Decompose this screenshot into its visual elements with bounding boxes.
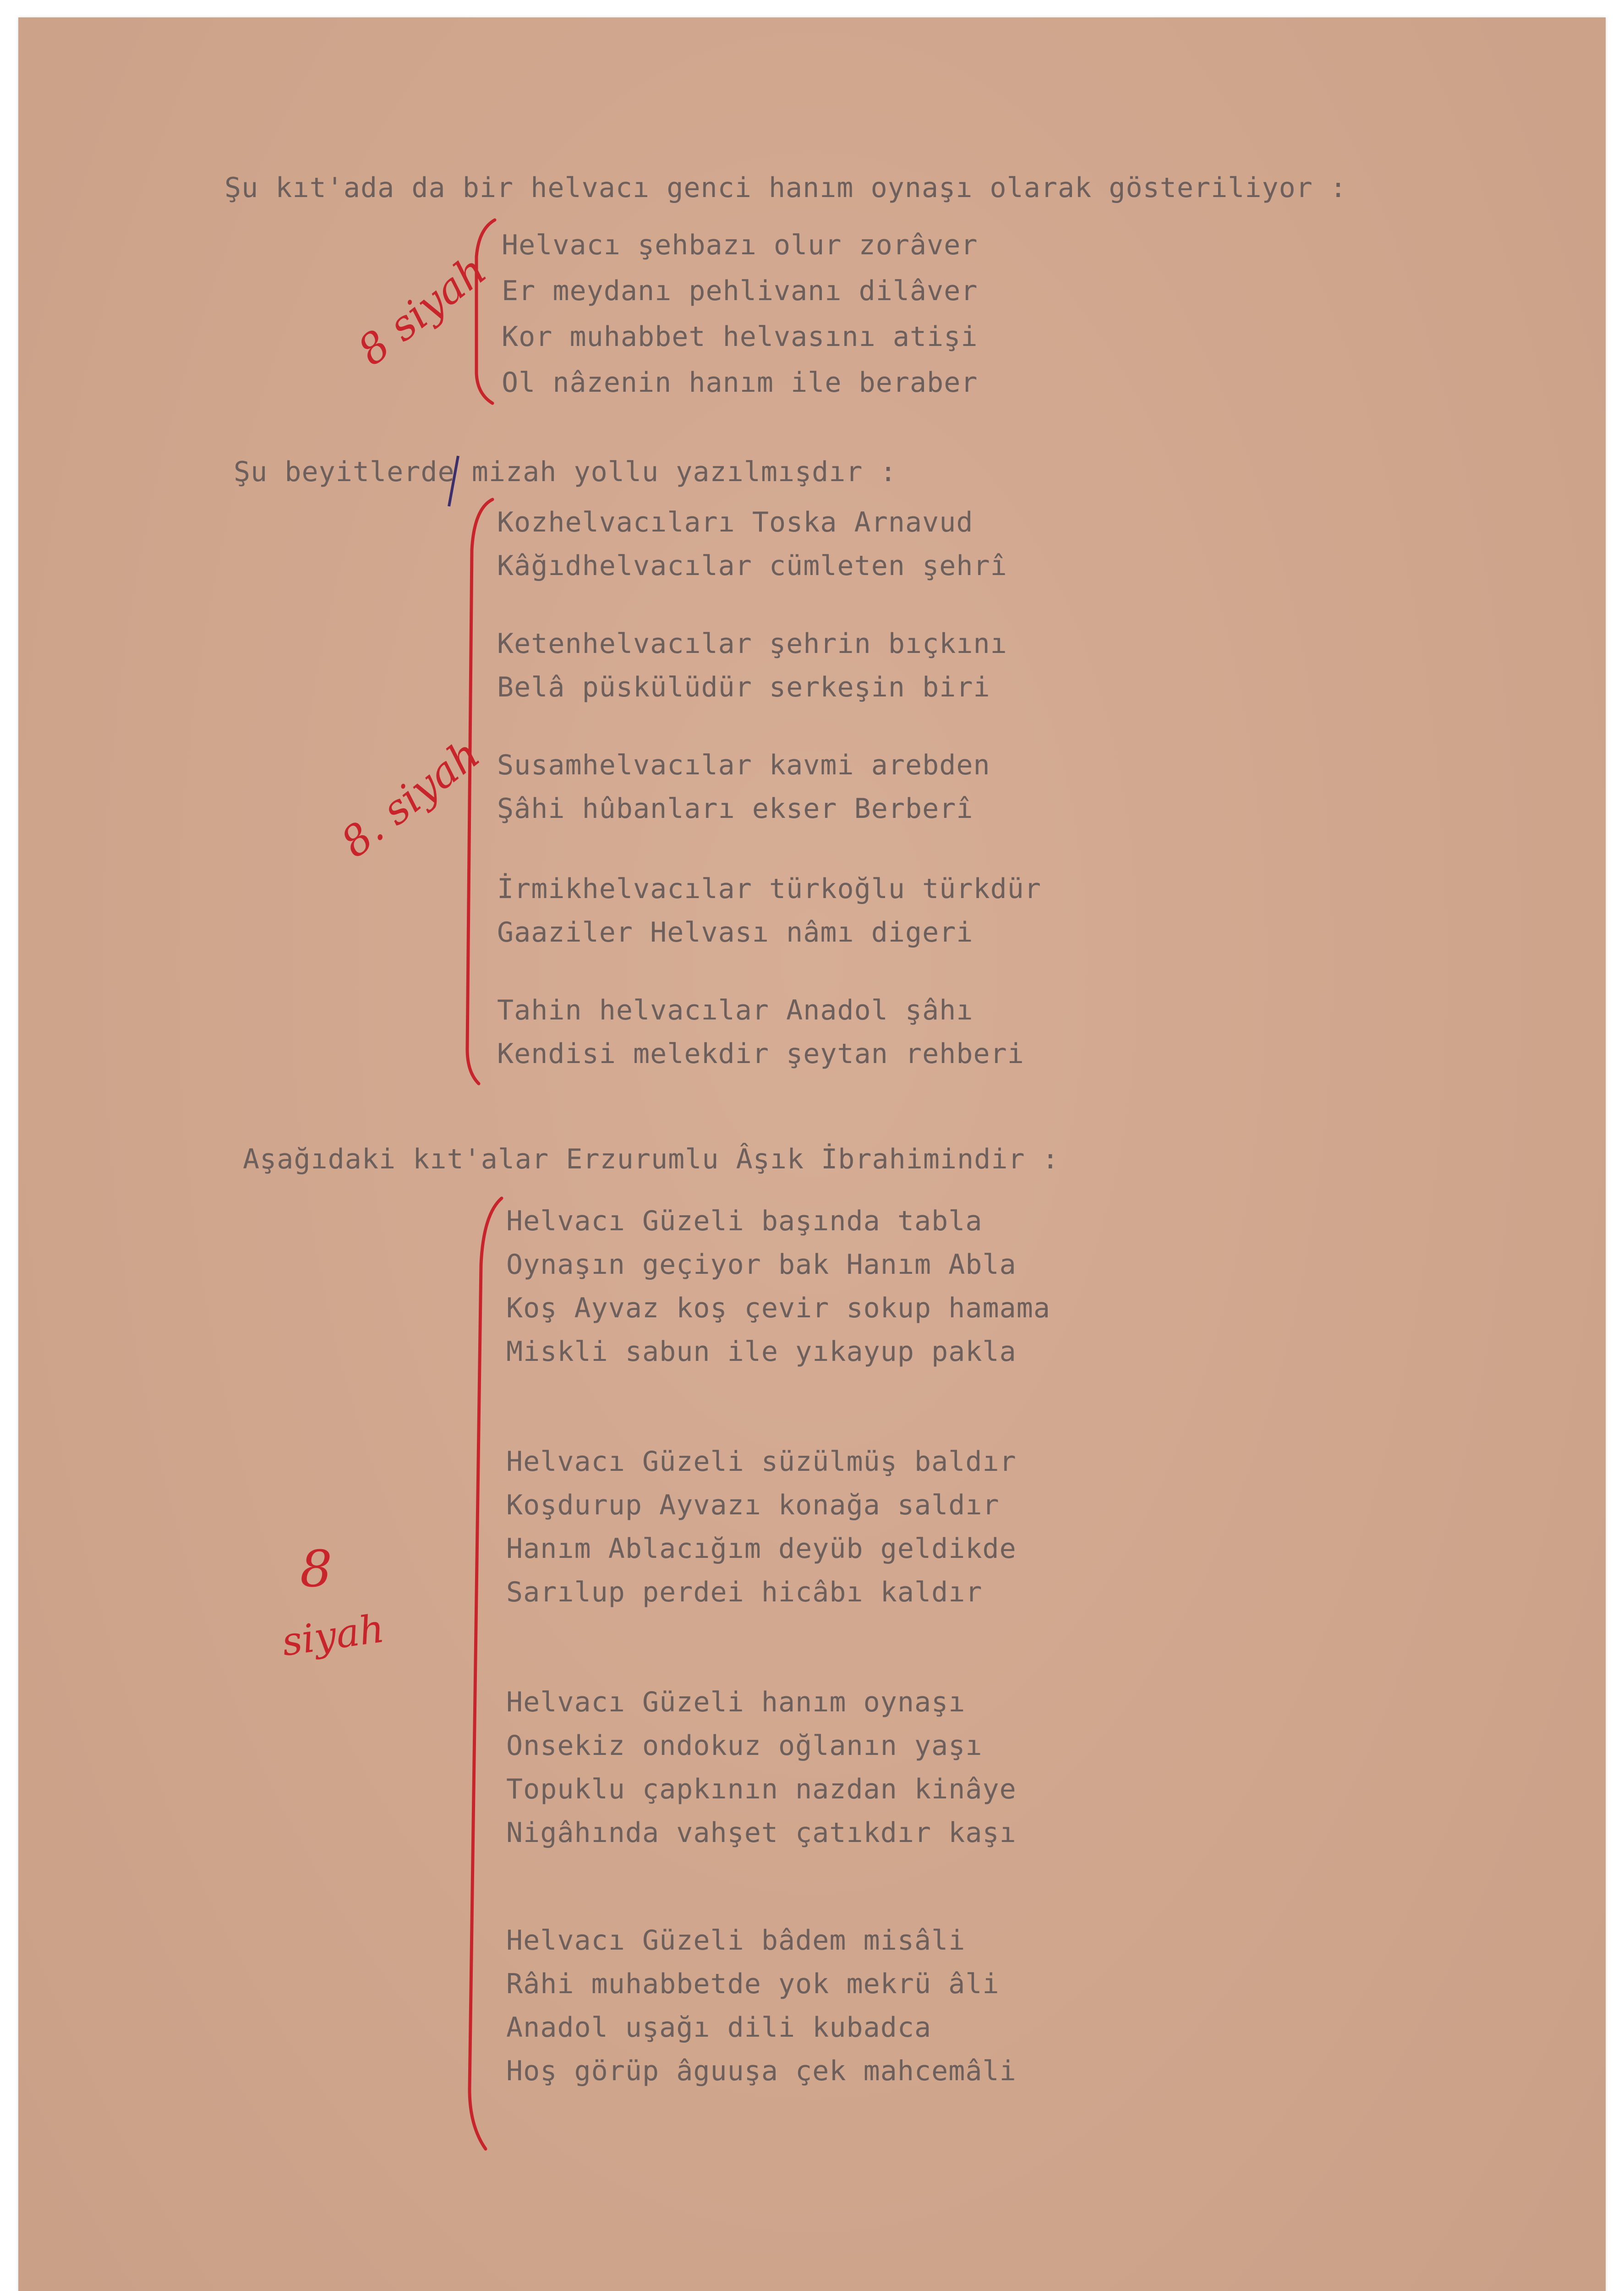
stanza-4-line-2: Onsekiz ondokuz oğlanın yaşı: [506, 1730, 983, 1762]
couplet-1-line-1: Kozhelvacıları Toska Arnavud: [497, 506, 973, 538]
stanza-3-line-2: Koşdurup Ayvazı konağa saldır: [506, 1489, 1000, 1521]
heading-1: Şu kıt'ada da bir helvacı genci hanım oynaşı olarak gösteriliyor :: [224, 172, 1347, 204]
couplet-3-line-1: Susamhelvacılar kavmi arebden: [497, 749, 990, 781]
margin-note-1: 8 siyah: [349, 246, 496, 375]
stanza-1-line-3: Kor muhabbet helvasını atişi: [502, 321, 978, 353]
stanza-5-line-2: Râhi muhabbetde yok mekrü âli: [506, 1968, 1000, 2000]
stanza-2-line-2: Oynaşın geçiyor bak Hanım Abla: [506, 1249, 1017, 1281]
couplet-2-line-1: Ketenhelvacılar şehrin bıçkını: [497, 628, 1007, 660]
couplet-5-line-1: Tahin helvacılar Anadol şâhı: [497, 994, 973, 1026]
margin-note-3-word: siyah: [279, 1606, 388, 1666]
bracket-couplets: [467, 499, 492, 1084]
heading-3: Aşağıdaki kıt'alar Erzurumlu Âşık İbrahimindir :: [243, 1143, 1059, 1175]
stanza-4-line-1: Helvacı Güzeli hanım oynaşı: [506, 1686, 966, 1718]
couplet-1-line-2: Kâğıdhelvacılar cümleten şehrî: [497, 550, 1007, 582]
margin-note-3-number: 8: [300, 1540, 332, 1598]
stanza-1-line-4: Ol nâzenin hanım ile beraber: [502, 367, 978, 399]
stanza-1-line-2: Er meydanı pehlivanı dilâver: [502, 275, 978, 307]
stanza-1-line-1: Helvacı şehbazı olur zorâver: [502, 229, 978, 261]
bracket-stanza-1: [476, 220, 495, 403]
heading-2: Şu beyitlerde mizah yollu yazılmışdır :: [234, 456, 897, 488]
stanza-3-line-4: Sarılup perdei hicâbı kaldır: [506, 1576, 983, 1608]
margin-note-2: 8. siyah: [332, 729, 489, 867]
stanza-2-line-1: Helvacı Güzeli başında tabla: [506, 1205, 983, 1237]
stanza-5-line-3: Anadol uşağı dili kubadca: [506, 2011, 932, 2044]
stanza-2-line-4: Miskli sabun ile yıkayup pakla: [506, 1336, 1017, 1368]
stanza-5-line-1: Helvacı Güzeli bâdem misâli: [506, 1924, 966, 1957]
strike-mark-heading-2: [449, 456, 458, 506]
stanza-5-line-4: Hoş görüp âguuşa çek mahcemâli: [506, 2055, 1017, 2087]
stanza-4-line-4: Nigâhında vahşet çatıkdır kaşı: [506, 1817, 1017, 1849]
couplet-2-line-2: Belâ püskülüdür serkeşin biri: [497, 671, 990, 703]
couplet-5-line-2: Kendisi melekdir şeytan rehberi: [497, 1038, 1024, 1070]
couplet-4-line-2: Gaaziler Helvası nâmı digeri: [497, 916, 973, 948]
stanza-3-line-3: Hanım Ablacığım deyüb geldikde: [506, 1533, 1017, 1565]
bracket-stanzas: [470, 1198, 502, 2149]
stanza-4-line-3: Topuklu çapkının nazdan kinâye: [506, 1773, 1017, 1805]
couplet-4-line-1: İrmikhelvacılar türkoğlu türkdür: [497, 873, 1041, 905]
stanza-2-line-3: Koş Ayvaz koş çevir sokup hamama: [506, 1292, 1050, 1324]
couplet-3-line-2: Şâhi hûbanları ekser Berberî: [497, 793, 973, 825]
stanza-3-line-1: Helvacı Güzeli süzülmüş baldır: [506, 1446, 1017, 1478]
